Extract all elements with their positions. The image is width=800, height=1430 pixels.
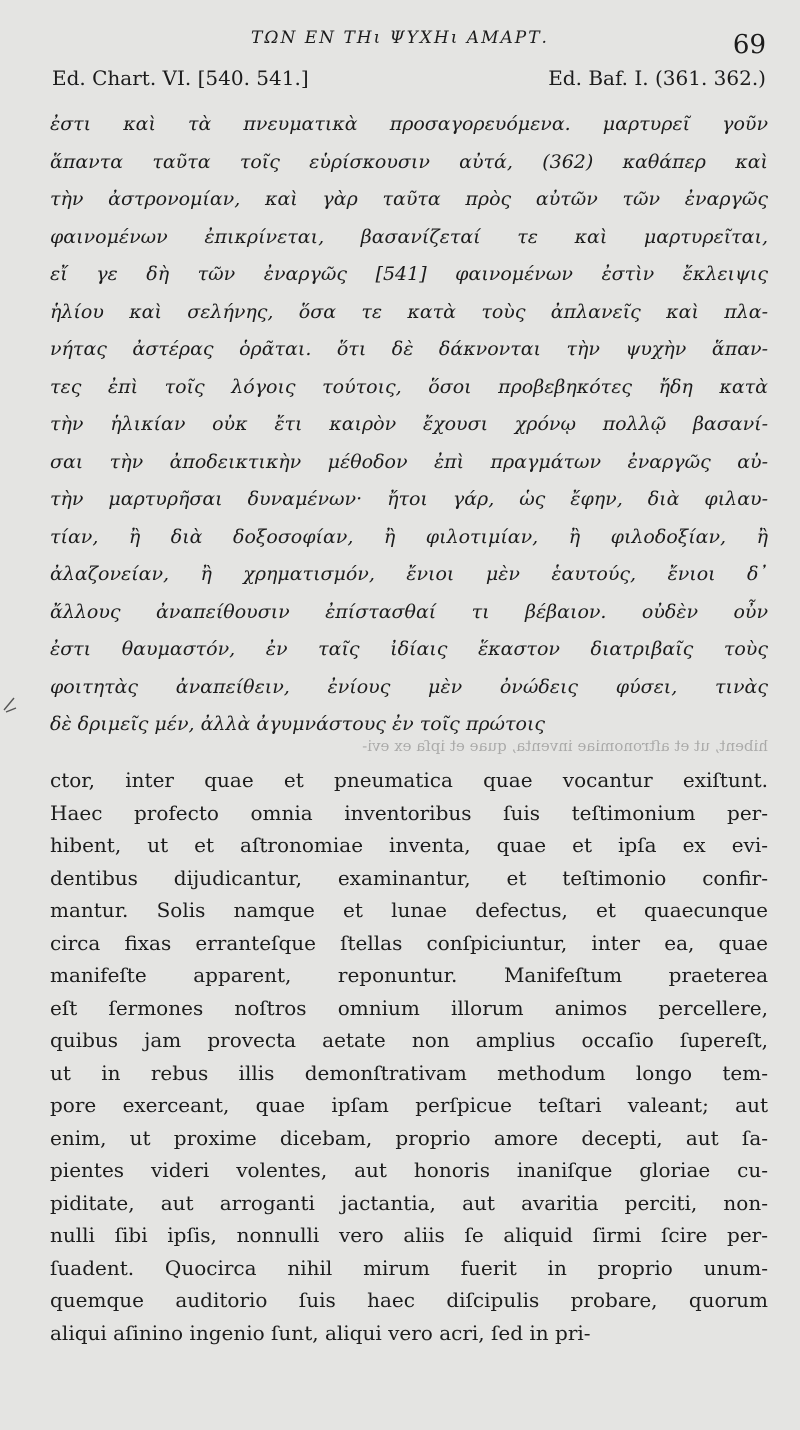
greek-text-line: φοιτητὰς ἀναπείθειν, ἐνίους μὲν ὀνώδεις φύσει, τινὰς (50, 675, 768, 698)
greek-text-line: τὴν ἡλικίαν οὐκ ἔτι καιρὸν ἔχουσι χρόνῳ πολλῷ βασανί- (50, 413, 768, 435)
greek-text-line: εἴ γε δὴ τῶν ἐναργῶς [541] φαινομένων ἐστὶν ἔκλειψις (50, 263, 768, 285)
latin-text-line: circa fixas erranteſque ſtellas conſpiciuntur, inter ea, quae (50, 930, 768, 955)
greek-text-line: τες ἐπὶ τοῖς λόγοις τούτοις, ὅσοι προβεβηκότες ἤδη κατὰ (50, 375, 768, 398)
latin-text-line: manifeſte apparent, reponuntur. Manifeſtum praeterea (50, 963, 768, 987)
greek-text-line: φαινομένων ἐπικρίνεται, βασανίζεταί τε καὶ μαρτυρεῖται, (50, 225, 768, 248)
latin-text-line: mantur. Solis namque et lunae defectus, et quaecunque (50, 898, 768, 922)
greek-text-line: τίαν, ἢ διὰ δοξοσοφίαν, ἢ φιλοτιμίαν, ἢ φιλοδοξίαν, ἢ (50, 525, 768, 548)
greek-text-line: ἡλίου καὶ σελήνης, ὅσα τε κατὰ τοὺς ἀπλανεῖς καὶ πλα- (50, 300, 768, 323)
latin-text-line: hibent, ut et aſtronomiae inventa, quae et ipſa ex evi- (50, 833, 768, 857)
latin-text-line: ut in rebus illis demonſtrativam methodum longo tem- (50, 1060, 768, 1085)
latin-text-line: Haec profecto omnia inventoribus ſuis teſtimonium per- (50, 800, 768, 825)
latin-text-line: quemque auditorio ſuis haec diſcipulis probare, quorum (50, 1288, 768, 1312)
show-through-text: hibent, ut et aſtronomiae inventa, quae et ipſa ex evi- (362, 737, 768, 755)
latin-text-line: pientes videri volentes, aut honoris inaniſque gloriae cu- (50, 1158, 768, 1182)
greek-text-line: ἐστι θαυμαστόν, ἐν ταῖς ἰδίαις ἕκαστον διατριβαῖς τοὺς (50, 638, 768, 660)
greek-text-line: νήτας ἀστέρας ὁρᾶται. ὅτι δὲ δάκνονται τὴν ψυχὴν ἅπαν- (50, 338, 768, 360)
latin-text-line: quibus jam provecta aetate non amplius occaſio ſupereſt, (50, 1028, 768, 1052)
greek-text-line: ἄλλους ἀναπείθουσιν ἐπίστασθαί τι βέβαιον. οὐδὲν οὖν (50, 600, 768, 623)
latin-text-line: piditate, aut arroganti jactantia, aut avaritia perciti, non- (50, 1190, 768, 1215)
greek-text-line: δὲ δριμεῖς μέν, ἀλλὰ ἀγυμνάστους ἐν τοῖς πρώτοις (50, 713, 546, 735)
latin-text-line: ctor, inter quae et pneumatica quae vocantur exiſtunt. (50, 768, 768, 792)
margin-tick-mark (2, 694, 18, 714)
greek-text-line: ἀλαζονείαν, ἢ χρηματισμόν, ἔνιοι μὲν ἑαυτούς, ἔνιοι δ᾽ (50, 563, 768, 585)
latin-text-line: pore exerceant, quae ipſam perſpicue teſtari valeant; aut (50, 1093, 768, 1117)
latin-text-line: nulli ſibi ipſis, nonnulli vero aliis ſe aliquid ſirmi ſcire per- (50, 1223, 768, 1247)
greek-text-line: τὴν μαρτυρῆσαι δυναμένων· ἤτοι γάρ, ὡς ἔφην, διὰ φιλαυ- (50, 488, 768, 510)
latin-text-line: dentibus dijudicantur, examinantur, et teſtimonio confir- (50, 865, 768, 890)
greek-text-line: σαι τὴν ἀποδεικτικὴν μέθοδον ἐπὶ πραγμάτων ἐναργῶς αὐ- (50, 450, 768, 473)
greek-text-block (50, 106, 768, 744)
latin-text-line: eſt ſermones noſtros omnium illorum animos percellere, (50, 995, 768, 1020)
running-title: ΤΩΝ ΕΝ ΤΗι ΨΥΧΗι ΑΜΑΡΤ. (251, 28, 549, 48)
latin-text-line: enim, ut proxime dicebam, proprio amore decepti, aut ſa- (50, 1125, 768, 1150)
latin-text-line: ſuadent. Quocirca nihil mirum fuerit in proprio unum- (50, 1255, 768, 1280)
greek-text-line: ἅπαντα ταῦτα τοῖς εὑρίσκουσιν αὐτά, (362) καθάπερ καὶ (50, 150, 768, 173)
latin-text-block (50, 764, 768, 1349)
page-number: 69 (732, 30, 766, 60)
latin-text-line: aliqui aſinino ingenio ſunt, aliqui vero acri, ſed in pri- (50, 1320, 591, 1345)
greek-text-line: ἐστι καὶ τὰ πνευματικὰ προσαγορευόμενα. μαρτυρεῖ γοῦν (50, 113, 768, 135)
greek-text-line: τὴν ἀστρονομίαν, καὶ γὰρ ταῦτα πρὸς αὐτῶν τῶν ἐναργῶς (50, 188, 768, 210)
edition-reference-basel: Ed. Baf. I. (361. 362.) (548, 66, 766, 90)
edition-reference-chartier: Ed. Chart. VI. [540. 541.] (52, 66, 309, 90)
